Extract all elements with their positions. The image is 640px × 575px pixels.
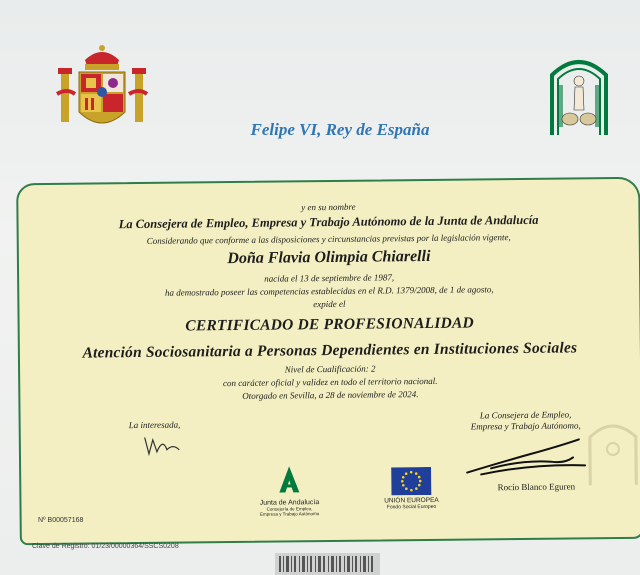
official-name: Rocío Blanco Eguren <box>497 481 576 493</box>
serial-number: Nº B00057168 <box>38 517 84 524</box>
recipient-name: Doña Flavia Olimpia Chiarelli <box>227 247 431 268</box>
eu-text-1: UNIÓN EUROPEA <box>384 496 439 505</box>
certificate-panel <box>16 177 640 546</box>
junta-andalucia-logo <box>249 464 330 517</box>
andalucia-text-1: Junta de Andalucía <box>259 499 320 507</box>
granted-text: Otorgado en Sevilla, a 28 de noviembre de 2024. <box>242 389 419 401</box>
birth-date: nacida el 13 de septiembre de 1987, <box>264 272 395 284</box>
on-behalf-line: y en su nombre <box>301 201 356 213</box>
andalucia-a-icon <box>249 464 329 495</box>
qualification-level: Nivel de Cualificación: 2 <box>284 363 376 375</box>
eu-flag-icon <box>391 467 431 495</box>
eu-text-2: Fondo Social Europeo <box>386 503 437 511</box>
barcode-icon <box>275 553 380 575</box>
eu-logo <box>371 467 451 511</box>
andalucia-text-3: Empresa y Trabajo Autónomo <box>259 511 320 517</box>
certificate-name: Atención Sociosanitaria a Personas Dependientes en Instituciones Sociales <box>82 339 578 362</box>
watermark-seal-icon <box>586 419 640 490</box>
monarch-title: Felipe VI, Rey de España <box>250 120 430 139</box>
issues-text: expide el <box>313 298 346 310</box>
official-title-2: Empresa y Trabajo Autónomo, <box>470 420 581 432</box>
considering-text: Considerando que conforme a las disposiciones y circunstancias previstas por la legislación vigente, <box>146 232 511 246</box>
official-title-1: La Consejera de Empleo, <box>479 409 572 421</box>
andalucia-text-2: Consejería de Empleo, <box>266 506 313 512</box>
certificate-title: CERTIFICADO DE PROFESIONALIDAD <box>185 314 474 335</box>
issuing-authority: La Consejera de Empleo, Empresa y Trabajo Autónomo de la Junta de Andalucía <box>118 212 539 232</box>
interested-label: La interesada, <box>128 419 181 431</box>
competence-text: ha demostrado poseer las competencias establecidas en el R.D. 1379/2008, de 1 de agosto, <box>164 284 494 298</box>
validity-text: con carácter oficial y validez en todo el territorio nacional. <box>222 375 438 389</box>
interested-signature <box>139 429 189 460</box>
official-signature <box>461 431 592 482</box>
register-code: Clave de Registro: 01/23/00000364/SSCS0208 <box>32 543 179 550</box>
